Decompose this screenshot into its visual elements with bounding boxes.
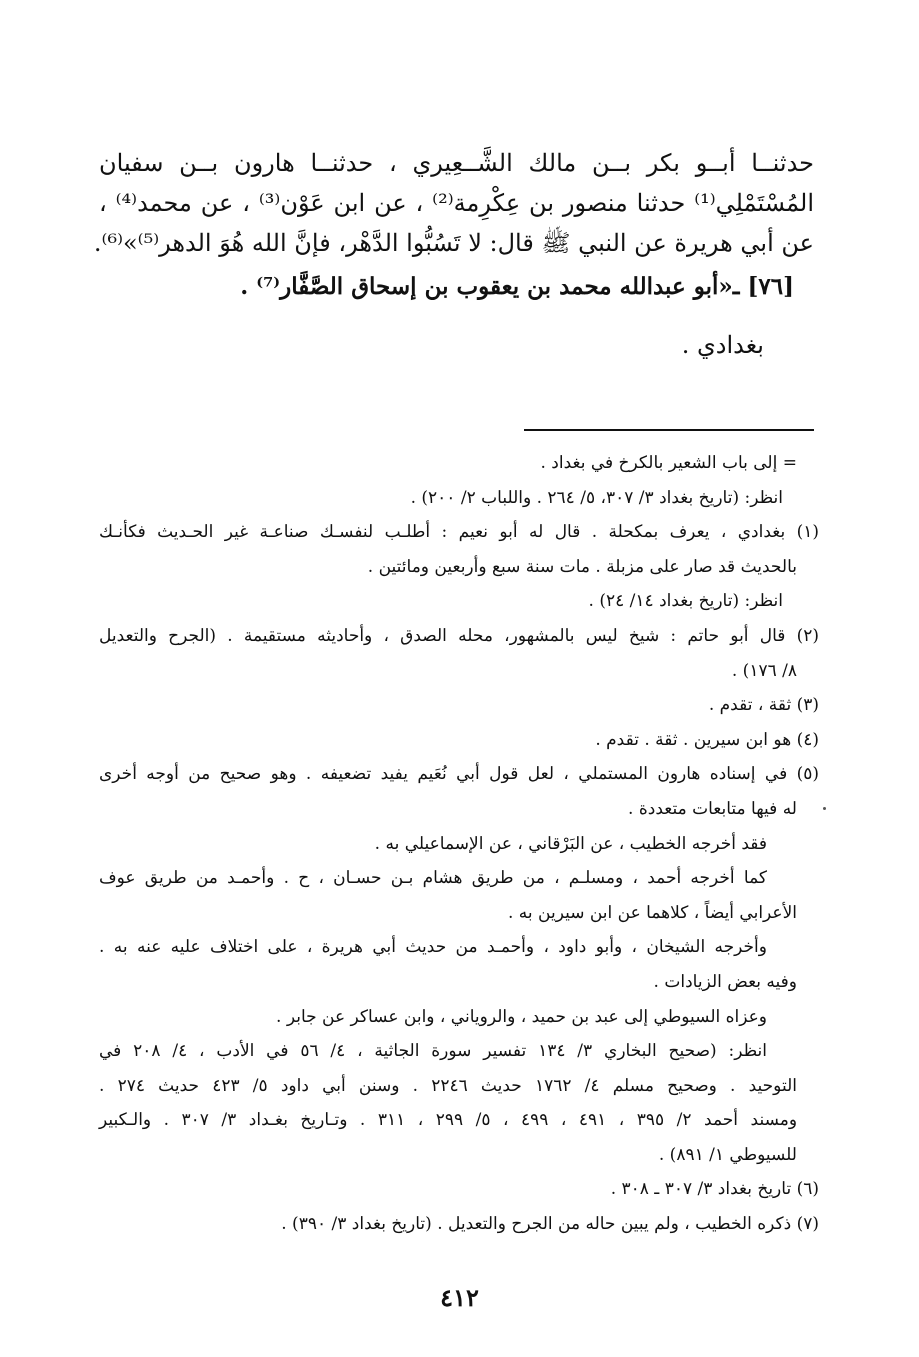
footnote-line: بالحديث قد صار على مزبلة . مات سنة سبع وأربعين ومائتين . bbox=[367, 556, 797, 577]
footnote-line: انظر: (تاريخ بغداد ١٤/ ٢٤) . bbox=[588, 591, 783, 612]
footnote-line: وفيه بعض الزيادات . bbox=[653, 971, 797, 992]
footnote-line: له فيها متابعات متعددة . bbox=[628, 798, 797, 819]
footnote-line: انظر: (تاريخ بغداد ٣/ ٣٠٧، ٥/ ٢٦٤ . واللباب ٢/ ٢٠٠) . bbox=[410, 487, 783, 508]
footnote-line: (٤) هو ابن سيرين . ثقة . تقدم . bbox=[595, 729, 819, 750]
footnote-line: (٢) قال أبو حاتم : شيخ ليس بالمشهور، محله الصدق ، وأحاديثه مستقيمة . (الجرح والتعديل bbox=[99, 625, 819, 646]
footnote-line: (١) بغدادي ، يعرف بمكحلة . قال له أبو نعيم : أطلـب لنفسـك صناعـة غير الحـديث فكأنـك bbox=[99, 522, 819, 543]
footnote-line: وعزاه السيوطي إلى عبد بن حميد ، والروياني ، وابن عساكر عن جابر . bbox=[276, 1006, 767, 1027]
footnote-line: (٥) في إسناده هارون المستملي ، لعل قول أبي نُعَيم يفيد تضعيفه . وهو صحيح من أوجه أخرى bbox=[99, 764, 819, 785]
footnotes bbox=[99, 452, 819, 1248]
footnote-line: فقد أخرجه الخطيب ، عن البَرْقاني ، عن الإسماعيلي به . bbox=[374, 833, 767, 854]
footnote-line: (٦) تاريخ بغداد ٣/ ٣٠٧ ـ ٣٠٨ . bbox=[610, 1179, 819, 1200]
footnote-line: انظر: (صحيح البخاري ٣/ ١٣٤ تفسير سورة الجاثية ، ٤/ ٥٦ في الأدب ، ٤/ ٢٠٨ في bbox=[99, 1041, 768, 1062]
main-line: عن أبي هريرة عن النبي ﷺ قال: لا تَسُبُّوا الدَّهْر، فإنَّ الله هُوَ الدهر⁽⁵⁾»⁽⁶⁾. bbox=[93, 229, 814, 257]
footnote-line: وأخرجه الشيخان ، وأبو داود ، وأحمـد من حديث أبي هريرة ، على اختلاف عليه عنه به . bbox=[99, 937, 767, 958]
print-speck bbox=[823, 807, 826, 810]
entry-heading: [٧٦] ـ«أبو عبدالله محمد بن يعقوب بن إسحاق الصَّفَّار⁽⁷⁾ . bbox=[240, 273, 794, 300]
footnote-line: كما أخرجه أحمد ، ومسلـم ، من طريق هشام بـن حسـان ، ح . وأحمـد من طريق عوف bbox=[99, 868, 767, 889]
footnote-line: للسيوطي ١/ ٨٩١) . bbox=[658, 1144, 797, 1165]
main-text bbox=[93, 149, 814, 372]
footnote-line: ٨/ ١٧٦) . bbox=[731, 660, 797, 681]
footnote-line: ومسند أحمد ٢/ ٣٩٥ ، ٤٩١ ، ٤٩٩ ، ٥/ ٢٩٩ ، ٣١١ . وتـاريخ بغـداد ٣/ ٣٠٧ . والـكبير bbox=[99, 1110, 798, 1131]
footnote-line: (٧) ذكره الخطيب ، ولم يبين حاله من الجرح والتعديل . (تاريخ بغداد ٣/ ٣٩٠) . bbox=[281, 1214, 819, 1235]
entry-origin: بغدادي . bbox=[681, 331, 764, 359]
footnote-line: التوحيد . وصحيح مسلم ٤/ ١٧٦٢ حديث ٢٢٤٦ . وسنن أبي داود ٥/ ٤٢٣ حديث ٢٧٤ . bbox=[99, 1075, 797, 1096]
footnote-line: (٣) ثقة ، تقدم . bbox=[708, 695, 819, 716]
main-line: حدثنــا أبــو بكر بــن مالك الشَّــعِيري ، حدثنــا هارون بــن سفيان bbox=[99, 149, 814, 177]
main-line: المُسْتَمْلِي⁽¹⁾ حدثنا منصور بن عِكْرِمة⁽²⁾ ، عن ابن عَوْن⁽³⁾ ، عن محمد⁽⁴⁾ ، bbox=[99, 189, 814, 217]
page-number: ٤١٢ bbox=[440, 1283, 479, 1312]
footnote-line: الأعرابي أيضاً ، كلاهما عن ابن سيرين به . bbox=[507, 902, 797, 923]
footnote-line: = إلى باب الشعير بالكرخ في بغداد . bbox=[540, 453, 797, 473]
footnote-separator bbox=[524, 429, 814, 431]
